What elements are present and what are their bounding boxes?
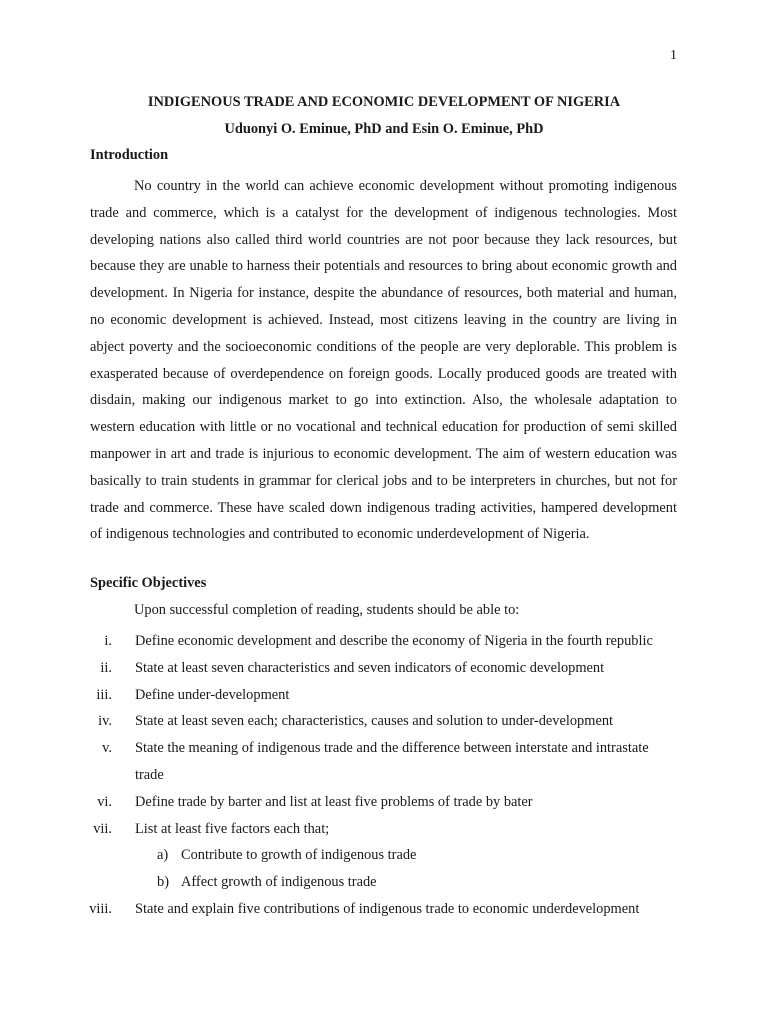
objective-text: Define economic development and describe the economy of Nigeria in the fourth republic bbox=[135, 633, 653, 649]
objective-text: State the meaning of indigenous trade and the difference between interstate and intrastate trade bbox=[135, 740, 649, 783]
objective-sub-item bbox=[135, 869, 680, 896]
objective-item bbox=[0, 628, 680, 655]
objective-numeral: iii. bbox=[96, 686, 112, 703]
objective-numeral: ii. bbox=[100, 659, 112, 676]
objective-numeral: v. bbox=[102, 740, 112, 757]
objectives-lead: Upon successful completion of reading, students should be able to: bbox=[134, 602, 520, 618]
introduction-paragraph: No country in the world can achieve economic development without promoting indigenous trade and commerce, which is a catalyst for the development of indigenous technologies. Most developing nations also called third world countries are not poor because they lack resources, but because they are unable to harness their potentials and resources to bring about economic growth and development. In Nigeria for instance, despite the abundance of resources, both material and human, no economic development is achieved. Instead, most citizens leaving in the country are living in abject poverty and the socioeconomic conditions of the people are very deplorable. This problem is exasperated because of overdependence on foreign goods. Locally produced goods are treated with disdain, making our indigenous market to go into extinction. Also, the wholesale adaptation to western education with little or no vocational and technical education for production of semi skilled manpower in art and trade is injurious to economic development. The aim of western education was basically to train students in grammar for clerical jobs and to be interpreters in churches, but not for trade and commerce. These have scaled down indigenous trading activities, hampered development of indigenous technologies and contributed to economic underdevelopment of Nigeria. bbox=[90, 178, 677, 543]
objective-item bbox=[0, 789, 680, 816]
objective-numeral: iv. bbox=[98, 713, 112, 730]
objectives-heading: Specific Objectives bbox=[90, 575, 207, 591]
objective-numeral: vii. bbox=[93, 820, 112, 837]
introduction-heading: Introduction bbox=[90, 147, 169, 163]
objectives-list bbox=[0, 628, 768, 923]
objective-item bbox=[0, 708, 680, 735]
objective-item bbox=[0, 896, 680, 923]
objective-numeral: i. bbox=[104, 633, 112, 649]
objective-text: State at least seven characteristics and seven indicators of economic development bbox=[135, 659, 605, 676]
objective-item bbox=[0, 682, 680, 709]
sub-item-text: Contribute to growth of indigenous trade bbox=[181, 847, 417, 864]
document-title: INDIGENOUS TRADE AND ECONOMIC DEVELOPMENT OF NIGERIA bbox=[147, 94, 621, 110]
sub-item-marker: b) bbox=[157, 874, 169, 891]
objective-text: State and explain five contributions of indigenous trade to economic underdevelopment bbox=[135, 900, 640, 917]
objective-item bbox=[0, 816, 680, 896]
objective-text: List at least five factors each that; bbox=[135, 820, 330, 837]
objective-sub-item bbox=[135, 842, 680, 869]
objective-sub-list bbox=[135, 842, 680, 896]
objective-item bbox=[0, 735, 680, 789]
objective-numeral: viii. bbox=[89, 900, 112, 917]
objective-item bbox=[0, 655, 680, 682]
objective-text: Define trade by barter and list at least five problems of trade by bater bbox=[135, 793, 533, 810]
objective-numeral: vi. bbox=[97, 793, 112, 810]
objective-text: State at least seven each; characteristics, causes and solution to under-development bbox=[135, 713, 614, 730]
document-authors: Uduonyi O. Eminue, PhD and Esin O. Eminue, PhD bbox=[224, 121, 544, 137]
objective-text: Define under-development bbox=[135, 686, 290, 703]
sub-item-marker: a) bbox=[157, 847, 169, 864]
page-number: 1 bbox=[670, 48, 677, 63]
sub-item-text: Affect growth of indigenous trade bbox=[181, 874, 377, 891]
